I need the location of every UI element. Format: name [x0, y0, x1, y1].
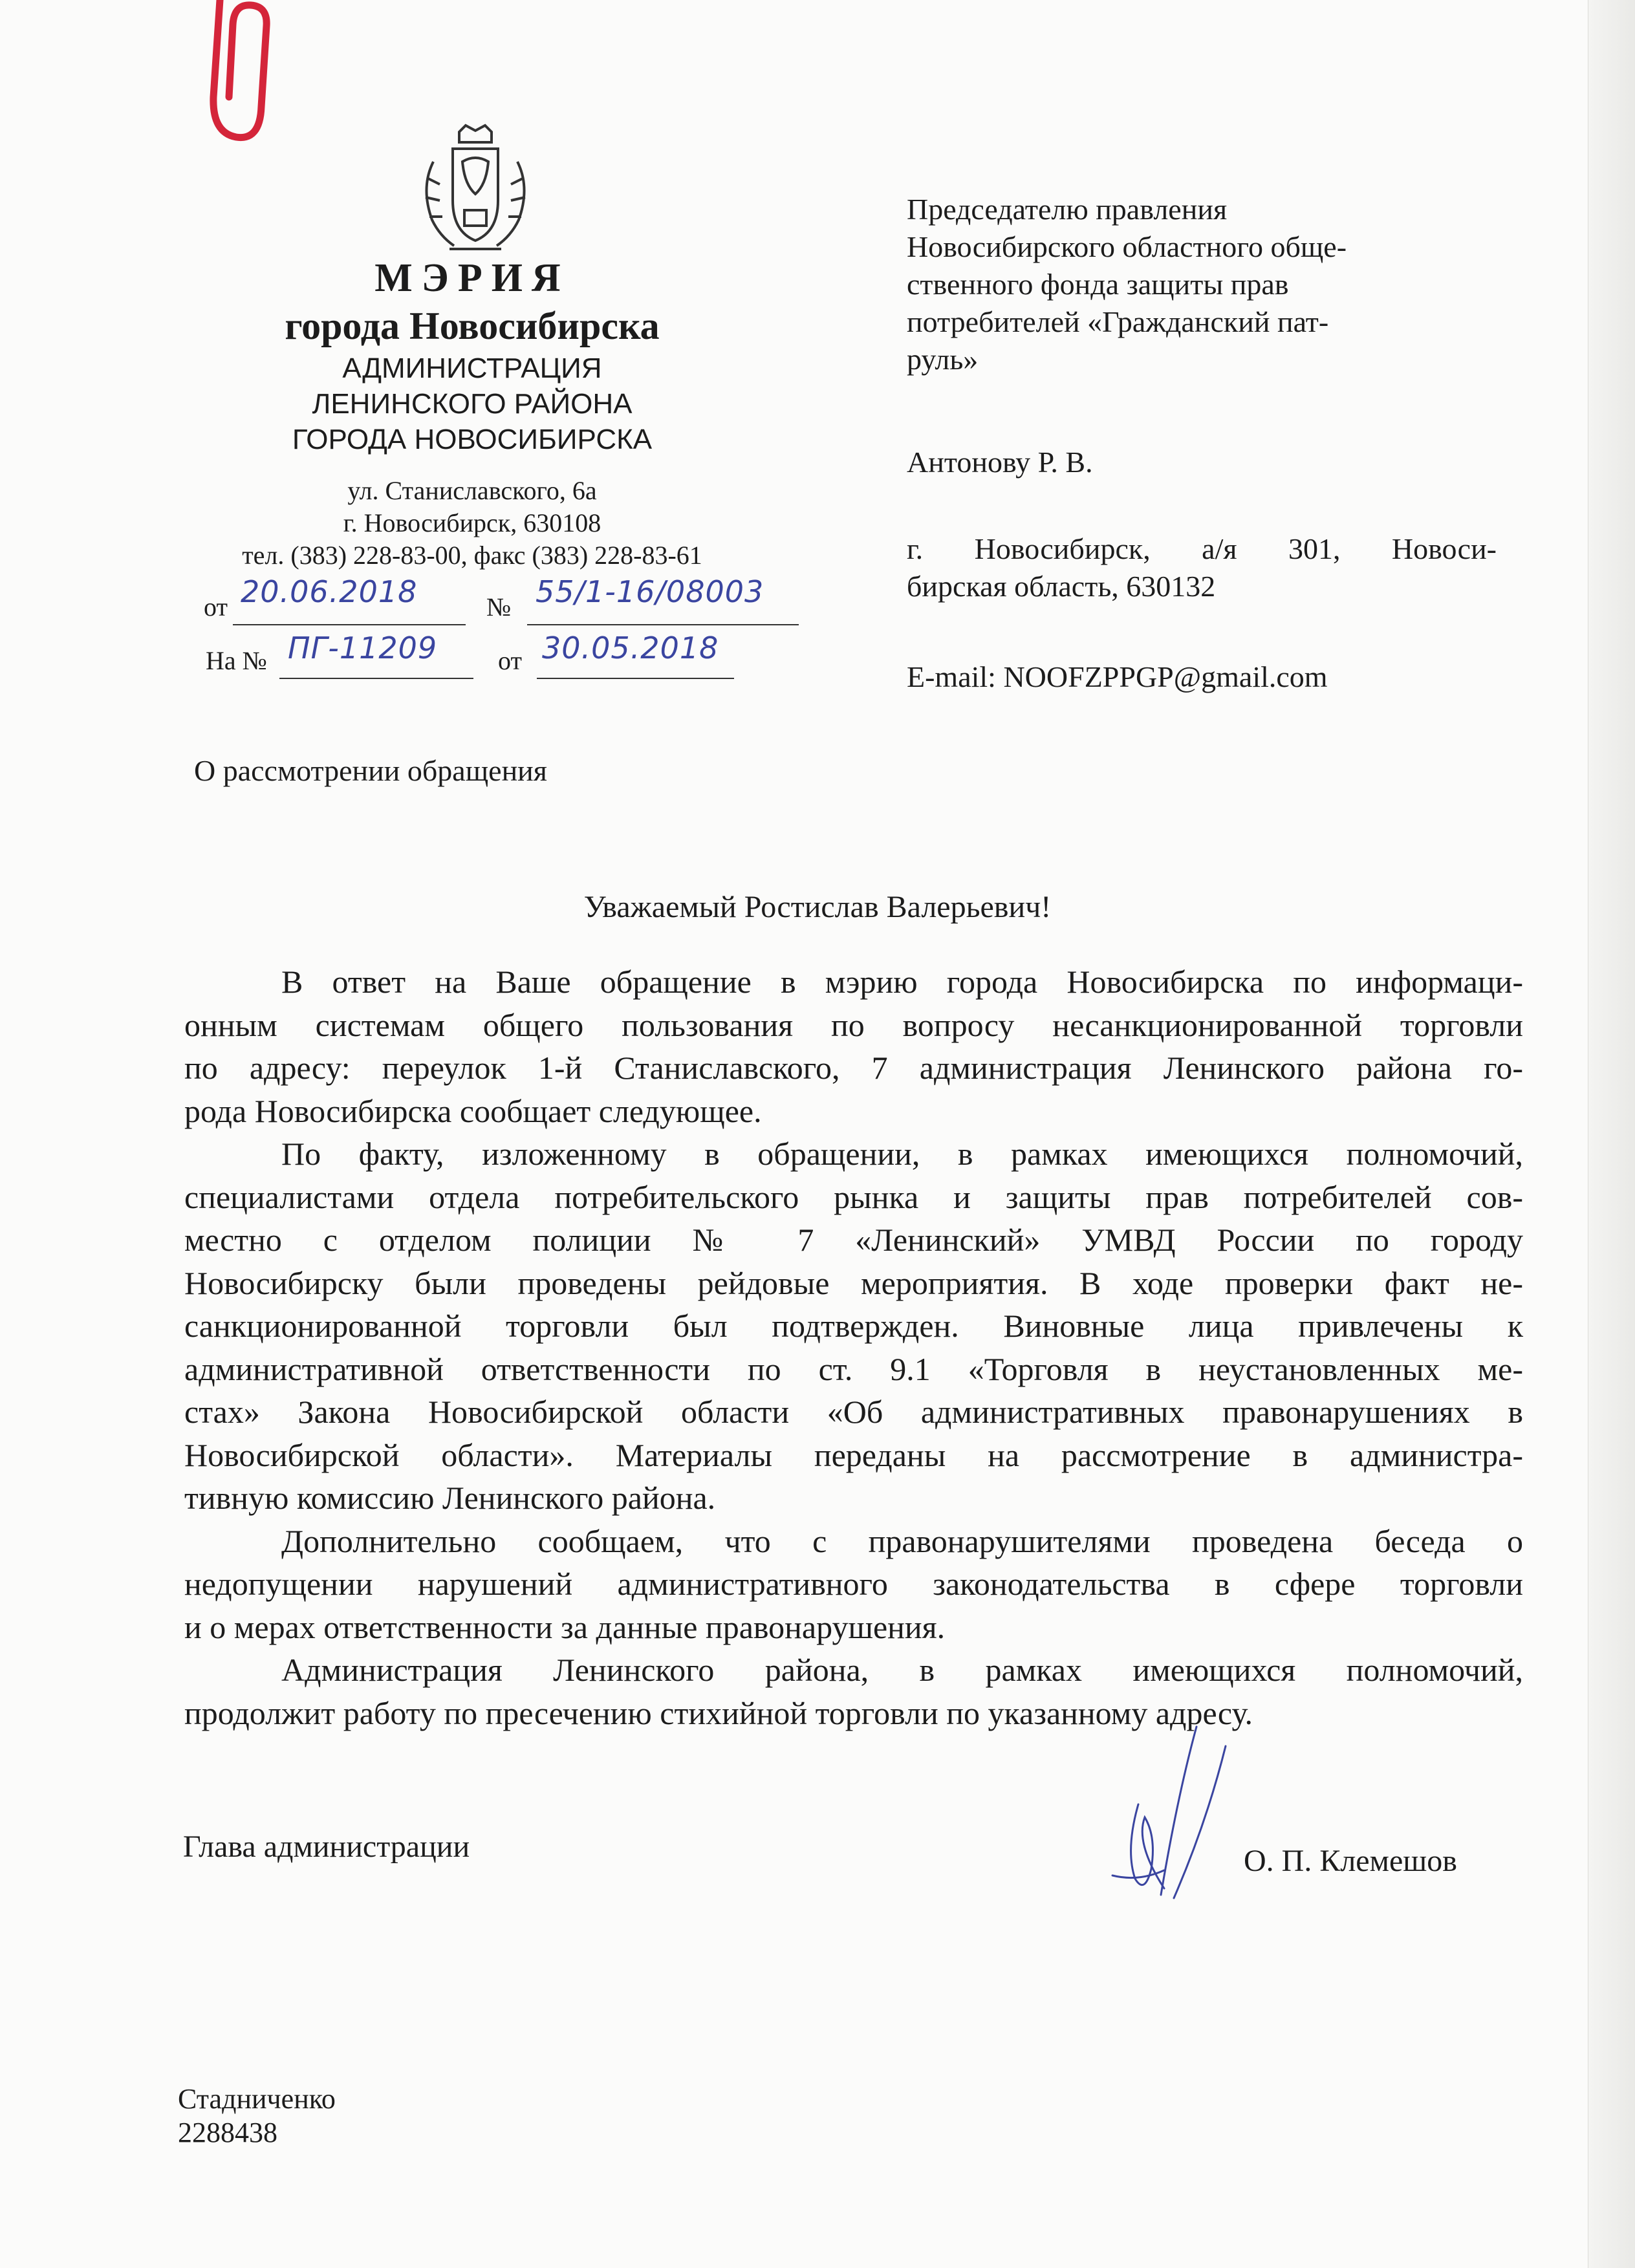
org-admin-line: ЛЕНИНСКОГО РАЙОНА [312, 388, 633, 420]
reply-number-underline [279, 678, 473, 679]
body-line: санкционированной торговли был подтвержден. Виновные лица привлечены к [184, 1308, 1523, 1344]
executor-phone: 2288438 [178, 2117, 277, 2148]
reply-from-label: от [498, 646, 522, 675]
outgoing-number: 55/1-16/08003 [536, 574, 764, 609]
paper-edge [1588, 0, 1635, 2268]
org-admin-line: ГОРОДА НОВОСИБИРСКА [292, 424, 653, 455]
reply-date-underline [537, 678, 734, 679]
body-line: продолжит работу по пресечению стихийной торговли по указанному адресу. [184, 1694, 1253, 1731]
body-line: и о мерах ответственности за данные правонарушения. [184, 1608, 946, 1645]
subject-line: О рассмотрении обращения [194, 754, 547, 787]
org-title: МЭРИЯ [374, 256, 570, 300]
org-city-zip: г. Новосибирск, 630108 [343, 508, 601, 537]
executor-name: Стадниченко [178, 2083, 336, 2115]
org-admin-line: АДМИНИСТРАЦИЯ [342, 352, 602, 384]
addressee-line: Председателю правления [907, 193, 1228, 226]
body-line: Новосибирску были проведены рейдовые мероприятия. В ходе проверки факт не- [184, 1264, 1523, 1301]
reply-date: 30.05.2018 [542, 631, 719, 665]
body-line: тивную комиссию Ленинского района. [184, 1480, 716, 1516]
body-line: В ответ на Ваше обращение в мэрию города Новосибирска по информаци- [281, 964, 1523, 1000]
outgoing-date: 20.06.2018 [241, 574, 418, 609]
body-line: недопущении нарушений административного законодательства в сфере торговли [184, 1566, 1523, 1602]
body-line: онным системам общего пользования по вопросу несанкционированной торговли [184, 1006, 1523, 1043]
addressee-address [907, 530, 1521, 605]
body-line: по адресу: переулок 1-й Станиславского, 7 администрация Ленинского района го- [184, 1050, 1523, 1086]
from-label: от [204, 592, 228, 621]
signatory-title: Глава администрации [183, 1830, 470, 1864]
addressee-line: Новосибирского областного обще- [907, 230, 1347, 263]
number-label: № [486, 592, 512, 621]
body-line: специалистами отдела потребительского рынка и защиты прав потребителей сов- [184, 1178, 1523, 1215]
body-line: По факту, изложенному в обращении, в рамках имеющихся полномочий, [281, 1136, 1523, 1172]
greeting: Уважаемый Ростислав Валерьевич! [583, 890, 1052, 924]
address-line: г. Новосибирск, а/я 301, Новоси- [907, 532, 1497, 565]
date-underline [233, 624, 466, 625]
body-line: стах» Закона Новосибирской области «Об административных правонарушениях в [184, 1394, 1523, 1430]
addressee-line: ственного фонда защиты прав [907, 268, 1289, 301]
letter-body [184, 960, 1523, 1734]
org-phone-fax: тел. (383) 228-83-00, факс (383) 228-83-61 [242, 541, 702, 570]
addressee-line: руль» [907, 343, 979, 376]
addressee-block [907, 191, 1521, 378]
body-line: Администрация Ленинского района, в рамках имеющихся полномочий, [281, 1652, 1523, 1688]
signatory-name: О. П. Клемешов [1244, 1844, 1457, 1878]
addressee-name: Антонову Р. В. [907, 446, 1093, 479]
handwritten-signature [1099, 1720, 1248, 1908]
number-underline [527, 624, 799, 625]
paperclip-icon [175, 0, 272, 168]
org-street: ул. Станиславского, 6а [347, 476, 597, 505]
addressee-email: E-mail: NOOFZPPGP@gmail.com [907, 660, 1328, 693]
body-line: местно с отделом полиции № 7 «Ленинский» УМВД России по городу [184, 1222, 1523, 1258]
body-line: административной ответственности по ст. 9.1 «Торговля в неустановленных ме- [184, 1350, 1523, 1387]
reply-label: На № [206, 646, 267, 675]
body-line: Новосибирской области». Материалы переданы на рассмотрение в администра- [184, 1436, 1523, 1473]
addressee-line: потребителей «Гражданский пат- [907, 305, 1329, 338]
body-line: рода Новосибирска сообщает следующее. [184, 1092, 762, 1129]
address-line: бирская область, 630132 [907, 570, 1216, 603]
body-line: Дополнительно сообщаем, что с правонарушителями проведена беседа о [281, 1522, 1523, 1559]
org-city: города Новосибирска [285, 305, 660, 347]
reply-number: ПГ-11209 [288, 631, 438, 665]
novosibirsk-coat-of-arms-icon [414, 123, 537, 255]
